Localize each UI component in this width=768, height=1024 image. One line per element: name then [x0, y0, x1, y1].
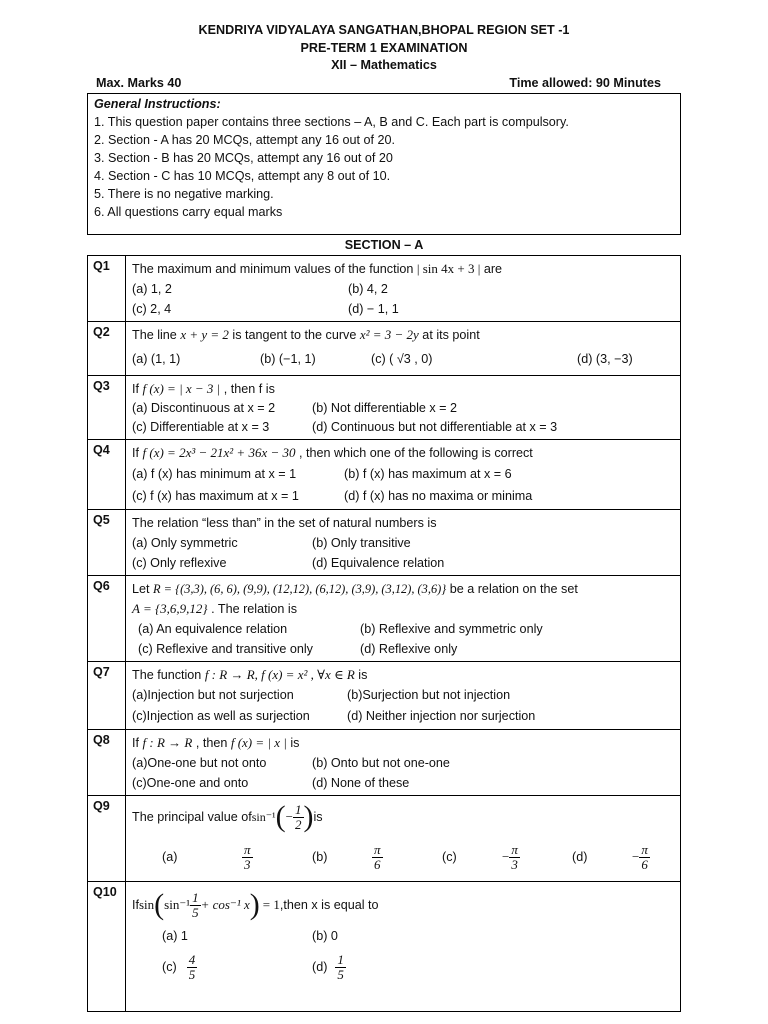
question-stem	[132, 379, 674, 399]
question-stem	[132, 325, 674, 345]
fraction-denominator: 5	[188, 966, 196, 982]
stem-text: , then	[192, 736, 231, 750]
option-b: (b) 4, 2	[348, 282, 388, 296]
question-row	[88, 662, 681, 730]
question-row	[88, 796, 681, 882]
option-d-value	[632, 843, 674, 872]
sign: −	[502, 848, 510, 864]
paren-close: )	[249, 888, 260, 921]
math-expression: f (x) = 2x³ − 21x² + 36x − 30	[142, 445, 296, 460]
stem-text: If	[132, 736, 143, 750]
fraction-denominator: 5	[192, 904, 199, 920]
fraction-numerator: 1	[295, 801, 302, 817]
stem-text: , then which one of the following is correct	[295, 446, 533, 460]
option-a: (a) f (x) has minimum at x = 1	[132, 467, 297, 481]
option-a: (a) 1	[162, 929, 188, 943]
options	[162, 925, 674, 987]
question-number: Q3	[88, 376, 126, 440]
option-d: (d) f (x) has no maxima or minima	[344, 489, 533, 503]
options	[132, 279, 674, 319]
question-body	[126, 576, 681, 662]
stem-text: . The relation is	[207, 602, 298, 616]
math-expression: R = {(3,3), (6, 6), (9,9), (12,12), (6,12), (3,9), (3,12), (3,6)}	[153, 582, 447, 596]
fraction-numerator: 4	[188, 951, 196, 967]
options	[138, 619, 674, 659]
question-row	[88, 510, 681, 576]
stem-text: If	[132, 382, 143, 396]
question-row	[88, 882, 681, 1012]
question-row	[88, 322, 681, 376]
general-instructions-box	[87, 93, 681, 235]
option-d: (d) Reflexive only	[360, 642, 458, 656]
school-title: KENDRIYA VIDYALAYA SANGATHAN,BHOPAL REGION SET -1	[198, 23, 570, 37]
question-number: Q5	[88, 510, 126, 576]
max-marks: Max. Marks 40	[96, 76, 182, 90]
question-number: Q7	[88, 662, 126, 730]
option-c: (c) f (x) has maximum at x = 1	[132, 489, 299, 503]
exam-title: PRE-TERM 1 EXAMINATION	[300, 41, 468, 55]
option-c: (c)Injection as well as surjection	[132, 709, 310, 723]
instruction-item: 1. This question paper contains three sections – A, B and C. Each part is compulsory.	[94, 115, 569, 129]
instruction-item: 6. All questions carry equal marks	[94, 205, 283, 219]
instruction-item: 3. Section - B has 20 MCQs, attempt any 16 out of 20	[94, 151, 393, 165]
fraction-denominator: 6	[374, 856, 381, 872]
options	[132, 349, 674, 369]
question-body	[126, 662, 681, 730]
option-d: (d) None of these	[312, 776, 410, 790]
question-body	[126, 256, 681, 322]
option-a: (a) (1, 1)	[132, 352, 181, 366]
option-b: (b) Only transitive	[312, 536, 411, 550]
stem-text: If	[132, 898, 139, 912]
question-body	[126, 510, 681, 576]
instruction-item: 2. Section - A has 20 MCQs, attempt any 16 out of 20.	[94, 133, 396, 147]
question-number: Q8	[88, 730, 126, 796]
option-d: (d) Equivalence relation	[312, 556, 445, 570]
math-expression: f (x) = | x − 3 |	[142, 381, 221, 396]
fraction-numerator: π	[244, 841, 251, 857]
fraction-denominator: 6	[641, 856, 648, 872]
fraction-numerator: π	[641, 841, 648, 857]
question-row	[88, 440, 681, 510]
option-b: (b) 0	[312, 929, 338, 943]
math-expression: f (x) = | x |	[230, 735, 287, 750]
instruction-item: 5. There is no negative marking.	[94, 187, 274, 201]
stem-text: The line	[132, 328, 181, 342]
fraction-denominator: 3	[511, 856, 518, 872]
option-a: (a) Discontinuous at x = 2	[132, 401, 276, 415]
options	[162, 835, 674, 879]
math-expression: sin⁻¹	[251, 809, 276, 824]
option-a: (a) Only symmetric	[132, 536, 238, 550]
paren-close: )	[303, 800, 314, 833]
option-c	[162, 947, 312, 987]
question-stem	[132, 665, 674, 685]
math-expression: x + y = 2	[180, 327, 229, 342]
option-c-label: (c)	[162, 960, 177, 974]
question-row	[88, 730, 681, 796]
option-d-label: (d)	[572, 850, 588, 864]
stem-text: are	[480, 262, 503, 276]
question-row	[88, 576, 681, 662]
options	[132, 685, 674, 727]
option-d-label: (d)	[312, 960, 328, 974]
options	[132, 533, 674, 573]
math-expression: sin⁻¹	[164, 897, 191, 912]
question-body	[126, 322, 681, 376]
option-c: (c) ( √3 , 0)	[371, 352, 433, 366]
option-d: (d) − 1, 1	[348, 302, 399, 316]
question-row	[88, 256, 681, 322]
question-body	[126, 796, 681, 882]
section-a-title: SECTION – A	[344, 238, 424, 252]
math-expression: | sin 4x + 3 |	[416, 261, 481, 276]
time-allowed: Time allowed: 90 Minutes	[509, 76, 661, 90]
option-b: (b) Reflexive and symmetric only	[360, 622, 543, 636]
question-number: Q4	[88, 440, 126, 510]
stem-text: is tangent to the curve	[228, 328, 360, 342]
option-b: (b) Not differentiable x = 2	[312, 401, 458, 415]
question-stem	[132, 259, 674, 279]
math-expression: f : R → R	[142, 735, 193, 750]
question-stem	[132, 885, 674, 925]
stem-text: at its point	[418, 328, 480, 342]
option-c: (c) Reflexive and transitive only	[138, 642, 313, 656]
option-c: (c) 2, 4	[132, 302, 172, 316]
option-d: (d) Continuous but not differentiable at x = 3	[312, 420, 558, 434]
option-d: (d) Neither injection nor surjection	[347, 709, 536, 723]
question-stem	[132, 799, 674, 835]
paren-open: (	[154, 888, 165, 921]
option-c-value	[502, 843, 572, 872]
stem-text: is	[286, 736, 300, 750]
options	[132, 399, 674, 437]
option-d	[312, 947, 674, 987]
math-expression: = 1	[262, 897, 280, 912]
instructions-title: General Instructions:	[94, 97, 221, 111]
stem-text: The principal value of	[132, 810, 252, 824]
stem-text: be a relation on the set	[446, 582, 578, 596]
question-stem	[132, 733, 674, 753]
option-b-value	[372, 843, 442, 872]
option-c: (c) Differentiable at x = 3	[132, 420, 270, 434]
fraction-denominator: 3	[244, 856, 251, 872]
option-a: (a) An equivalence relation	[138, 622, 288, 636]
subject-title: XII – Mathematics	[331, 58, 437, 72]
paren-open: (	[275, 800, 286, 833]
fraction-denominator: 5	[337, 966, 344, 982]
option-b: (b)Surjection but not injection	[347, 688, 511, 702]
question-body	[126, 376, 681, 440]
stem-text: is	[354, 668, 368, 682]
question-stem: The relation “less than” in the set of natural numbers is	[132, 516, 437, 530]
question-number: Q1	[88, 256, 126, 322]
question-number: Q6	[88, 576, 126, 662]
option-a: (a) 1, 2	[132, 282, 172, 296]
question-body	[126, 882, 681, 1012]
minus-sign: −	[285, 809, 293, 824]
stem-text: The maximum and minimum values of the function	[132, 262, 417, 276]
stem-text: The function	[132, 668, 205, 682]
fraction	[190, 891, 201, 920]
fraction-numerator: 1	[337, 951, 344, 967]
option-b: (b) f (x) has maximum at x = 6	[344, 467, 512, 481]
question-row	[88, 376, 681, 440]
question-body	[126, 730, 681, 796]
stem-text: is	[313, 810, 323, 824]
option-c: (c) Only reflexive	[132, 556, 227, 570]
math-expression: A = {3,6,9,12}	[132, 601, 208, 616]
option-b: (b) (−1, 1)	[260, 352, 316, 366]
stem-text: Let	[132, 582, 154, 596]
options	[132, 753, 674, 793]
option-c: (c)One-one and onto	[132, 776, 249, 790]
math-expression: + cos⁻¹ x	[200, 897, 250, 912]
option-c-label: (c)	[442, 850, 457, 864]
fraction	[293, 803, 304, 832]
questions-table	[87, 255, 681, 1012]
sign: −	[632, 848, 640, 864]
option-a-label: (a)	[162, 850, 178, 864]
fraction-numerator: 1	[192, 889, 199, 905]
option-b-label: (b)	[312, 850, 328, 864]
question-number: Q2	[88, 322, 126, 376]
option-d: (d) (3, −3)	[577, 352, 633, 366]
math-expression: f : R → R, f (x) = x² , ∀x ∈ R	[204, 667, 355, 682]
stem-text: ,then x is equal to	[279, 898, 379, 912]
options	[132, 463, 674, 507]
option-b: (b) Onto but not one-one	[312, 756, 450, 770]
question-stem-line2	[132, 599, 674, 619]
math-expression: x² = 3 − 2y	[359, 327, 419, 342]
option-a: (a)One-one but not onto	[132, 756, 267, 770]
question-number: Q9	[88, 796, 126, 882]
stem-text: , then f is	[220, 382, 275, 396]
question-body	[126, 440, 681, 510]
option-a: (a)Injection but not surjection	[132, 688, 294, 702]
instruction-item: 4. Section - C has 10 MCQs, attempt any 8 out of 10.	[94, 169, 391, 183]
question-stem	[132, 443, 674, 463]
stem-text: If	[132, 446, 143, 460]
fraction-numerator: π	[374, 841, 381, 857]
option-a-value	[242, 843, 312, 872]
math-expression: sin	[139, 897, 155, 912]
fraction-denominator: 2	[295, 816, 302, 832]
question-number: Q10	[88, 882, 126, 1012]
fraction-numerator: π	[511, 841, 518, 857]
question-stem	[132, 579, 674, 599]
